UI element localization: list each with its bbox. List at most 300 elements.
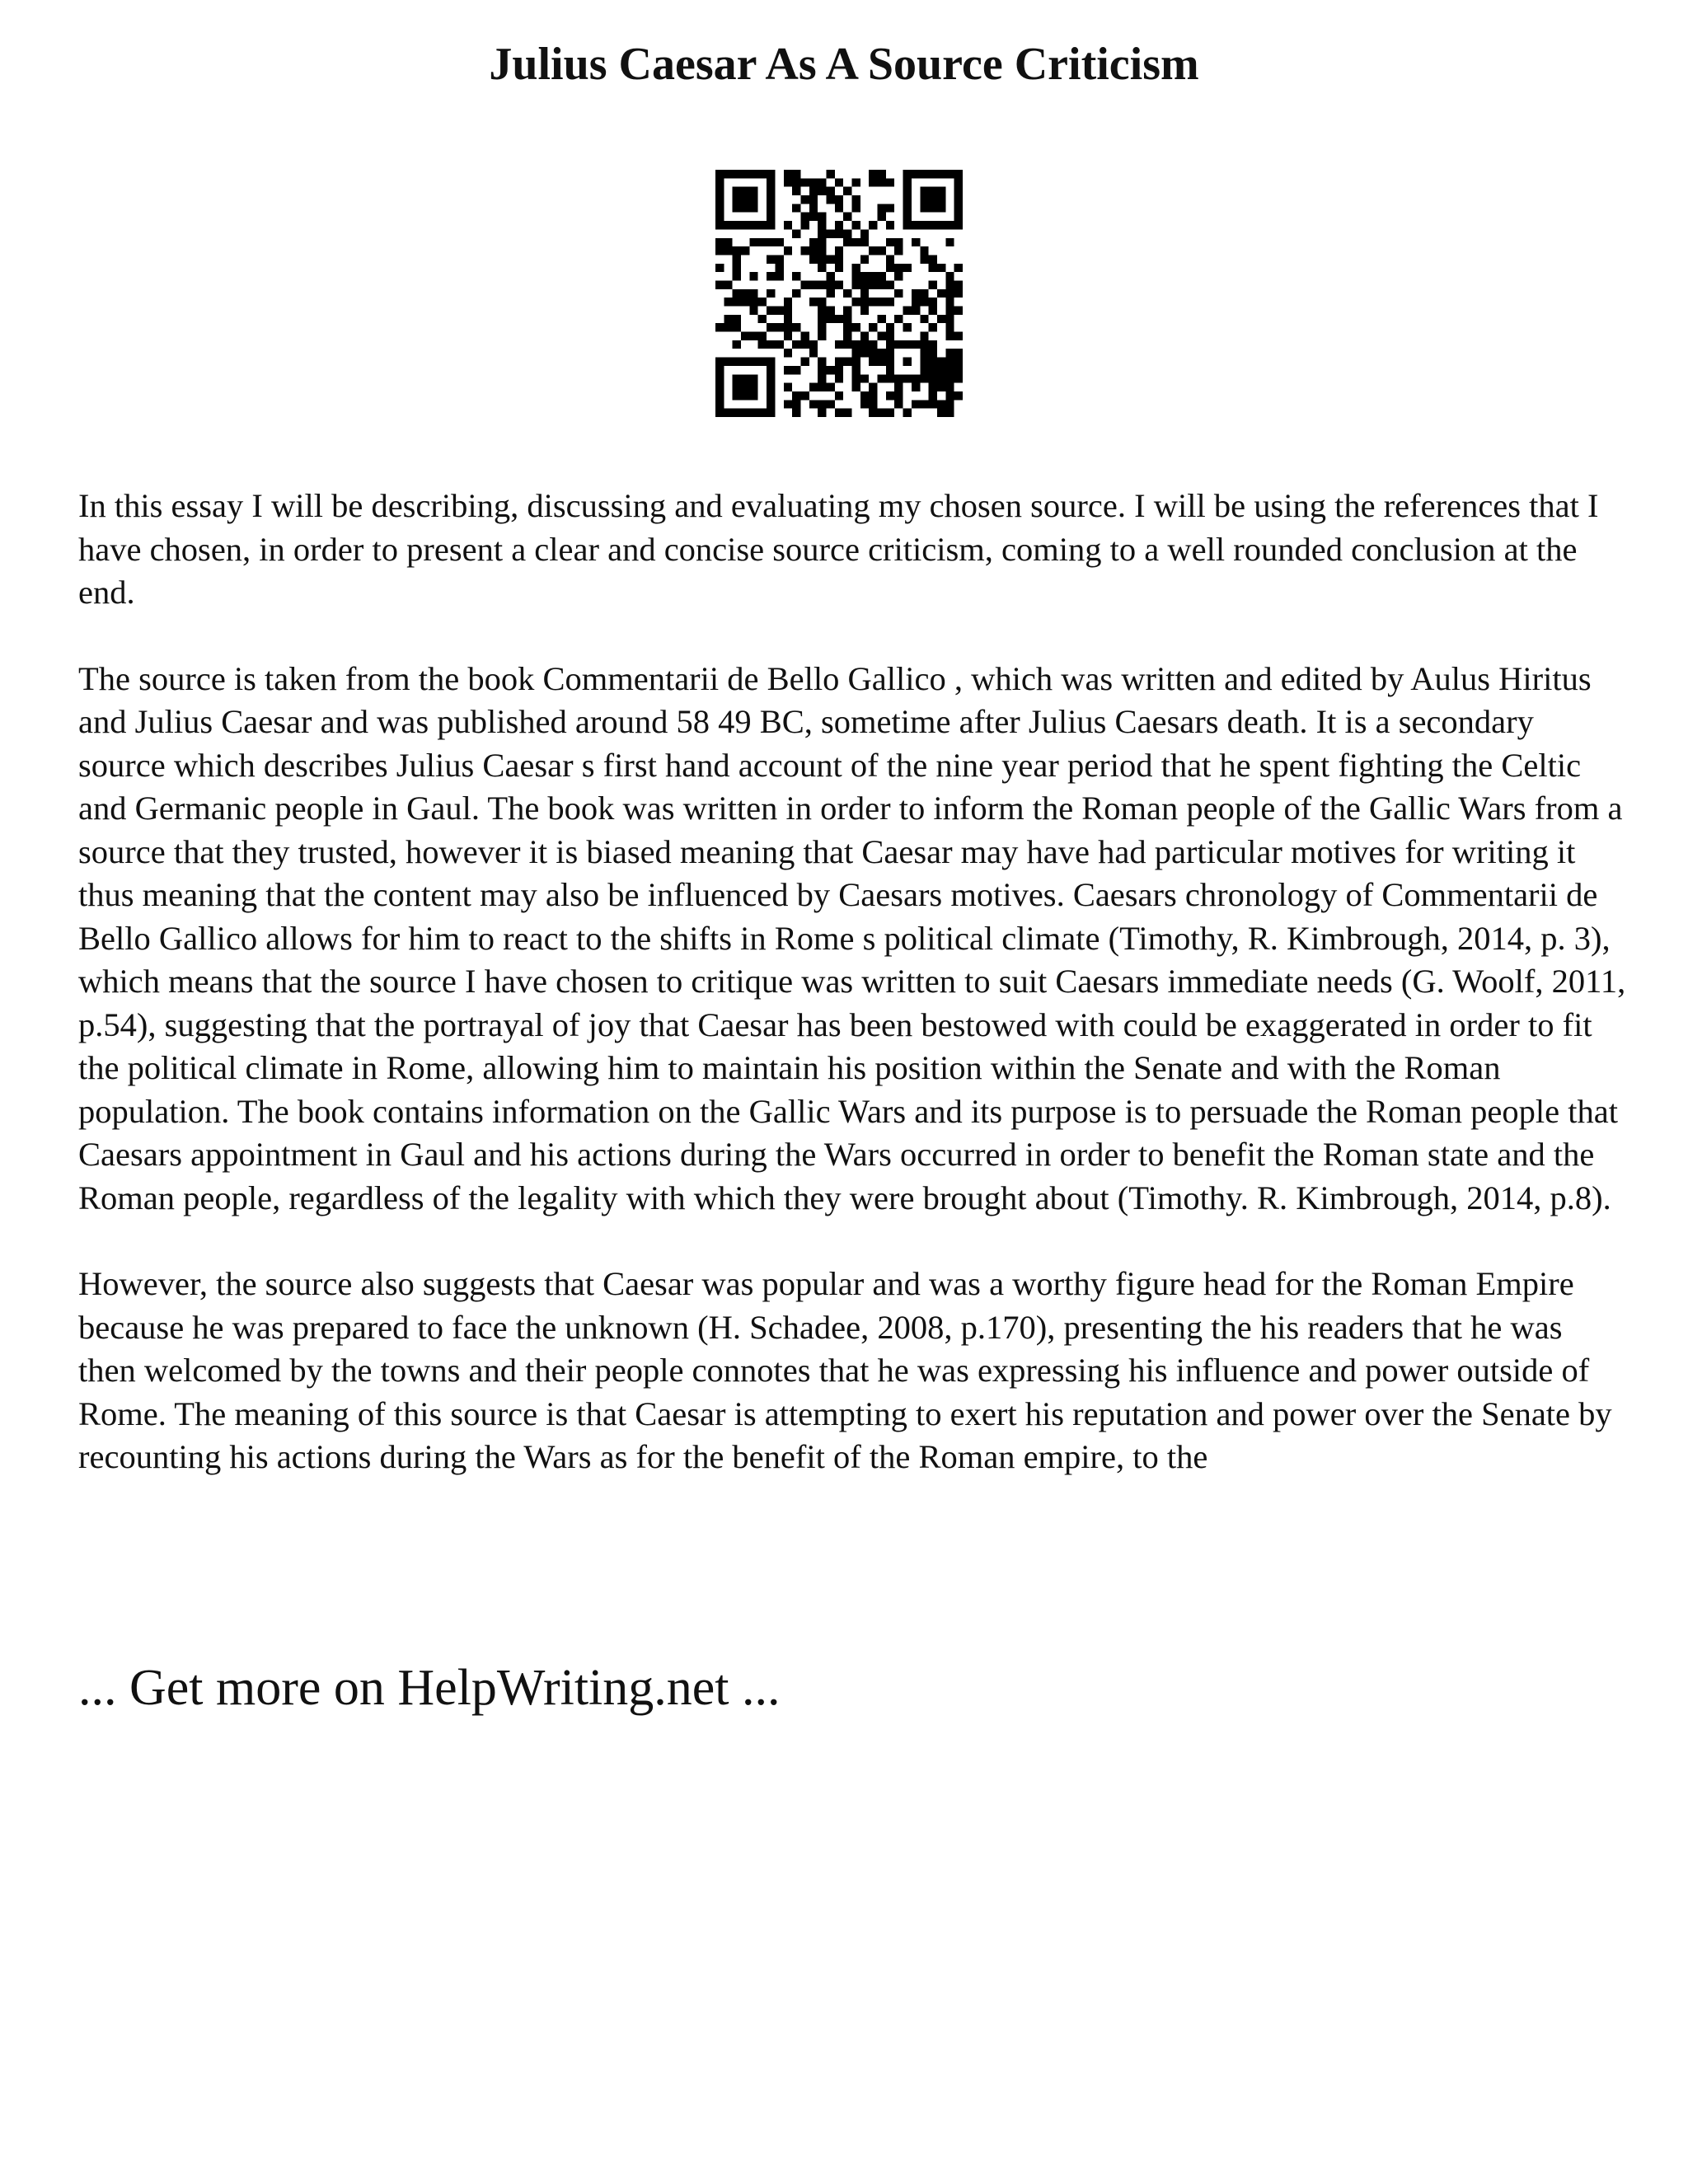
qr-module <box>869 391 877 400</box>
qr-module <box>835 246 843 255</box>
qr-module <box>758 221 767 229</box>
qr-module <box>903 178 912 186</box>
qr-module <box>869 246 877 255</box>
qr-module <box>835 391 843 400</box>
qr-module <box>937 204 945 212</box>
qr-module <box>852 366 860 374</box>
qr-module <box>954 391 963 400</box>
qr-module <box>818 332 826 340</box>
qr-module <box>852 349 860 357</box>
qr-module <box>945 323 954 331</box>
qr-module <box>843 332 851 340</box>
qr-module <box>886 178 894 186</box>
qr-module <box>835 374 843 382</box>
qr-module <box>792 400 800 408</box>
qr-module <box>749 238 757 246</box>
get-more-link[interactable]: ... Get more on HelpWriting.net ... <box>78 1660 781 1716</box>
qr-module <box>945 332 954 340</box>
qr-module <box>792 391 800 400</box>
qr-module <box>784 246 792 255</box>
qr-module <box>886 323 894 331</box>
qr-module <box>860 349 869 357</box>
qr-module <box>733 255 741 263</box>
qr-module <box>860 340 869 349</box>
qr-module <box>767 289 775 298</box>
qr-module <box>835 340 843 349</box>
qr-module <box>715 246 724 255</box>
qr-module <box>826 307 834 315</box>
qr-module <box>920 400 928 408</box>
qr-module <box>733 391 741 400</box>
qr-module <box>912 221 920 229</box>
qr-module <box>749 170 757 178</box>
qr-module <box>954 374 963 382</box>
qr-module <box>835 229 843 237</box>
qr-module <box>741 289 749 298</box>
qr-module <box>784 315 792 323</box>
qr-module <box>869 298 877 306</box>
qr-module <box>860 255 869 263</box>
qr-module <box>945 280 954 288</box>
qr-module <box>792 409 800 417</box>
qr-module <box>843 358 851 366</box>
qr-module <box>818 178 826 186</box>
qr-module <box>775 264 783 272</box>
qr-module <box>929 358 937 366</box>
qr-module <box>912 238 920 246</box>
qr-module <box>767 366 775 374</box>
document-title: Julius Caesar As A Source Criticism <box>489 39 1199 90</box>
qr-module <box>784 298 792 306</box>
qr-module <box>749 289 757 298</box>
qr-module <box>733 221 741 229</box>
qr-module <box>920 340 928 349</box>
qr-module <box>937 221 945 229</box>
qr-module <box>818 221 826 229</box>
qr-module <box>767 238 775 246</box>
qr-module <box>809 298 818 306</box>
qr-module <box>724 238 732 246</box>
qr-module <box>741 246 749 255</box>
qr-module <box>929 323 937 331</box>
qr-module <box>912 374 920 382</box>
qr-module <box>869 178 877 186</box>
qr-module <box>894 264 903 272</box>
qr-module <box>775 323 783 331</box>
qr-module <box>945 383 954 391</box>
qr-module <box>920 255 928 263</box>
qr-module <box>937 383 945 391</box>
qr-module <box>818 409 826 417</box>
paragraph-source: The source is taken from the book Commentarii de Bello Gallico , which was written and edited by Aulus Hiritus and Julius Caesar and was published around 58 49 BC, sometime after Julius Caesars death. It is a secondary source which describes Julius Caesar s first hand account of the nine year period that he spent fighting the Celtic and Germanic people in Gaul. The book was written in order to inform the Roman people of the Gallic Wars from a source that they trusted, however it is biased meaning that Caesar may have had particular motives for writing it thus meaning that the content may also be influenced by Caesars motives. Caesars chronology of Commentarii de Bello Gallico allows for him to react to the shifts in Rome s political climate (Timothy, R. Kimbrough, 2014, p. 3), which means that the source I have chosen to critique was written to suit Caesars immediate needs (G. Woolf, 2011, p.54), suggesting that the portrayal of joy that Caesar has been bestowed with could be exaggerated in order to fit the political climate in Rome, allowing him to maintain his position within the Senate and with the Roman population. The book contains information on the Gallic Wars and its purpose is to persuade the Roman people that Caesars appointment in Gaul and his actions during the Wars occurred in order to benefit the Roman state and the Roman people, regardless of the legality with which they were brought about (Timothy. R. Kimbrough, 2014, p.8). <box>78 659 1626 1216</box>
qr-module <box>843 315 851 323</box>
qr-module <box>733 340 741 349</box>
qr-module <box>920 358 928 366</box>
qr-module <box>767 170 775 178</box>
qr-module <box>749 272 757 280</box>
qr-module <box>809 246 818 255</box>
qr-module <box>758 332 767 340</box>
qr-module <box>843 187 851 195</box>
qr-module <box>912 383 920 391</box>
qr-module <box>945 391 954 400</box>
qr-module <box>775 340 783 349</box>
qr-module <box>929 298 937 306</box>
qr-module <box>767 409 775 417</box>
document-body <box>78 485 1628 1522</box>
qr-module <box>733 170 741 178</box>
qr-module <box>852 178 860 186</box>
qr-module <box>852 195 860 204</box>
qr-module <box>809 400 818 408</box>
qr-module <box>792 170 800 178</box>
qr-module <box>826 187 834 195</box>
qr-module <box>749 187 757 195</box>
qr-module <box>852 238 860 246</box>
qr-module <box>929 374 937 382</box>
qr-module <box>835 366 843 374</box>
qr-module <box>869 323 877 331</box>
qr-module <box>741 358 749 366</box>
qr-module <box>715 280 724 288</box>
qr-module <box>835 221 843 229</box>
qr-module <box>733 264 741 272</box>
qr-module <box>835 255 843 263</box>
qr-module <box>878 374 886 382</box>
qr-module <box>758 358 767 366</box>
qr-module <box>749 307 757 315</box>
qr-module <box>954 332 963 340</box>
qr-module <box>852 374 860 382</box>
qr-module <box>878 178 886 186</box>
qr-module <box>945 238 954 246</box>
qr-module <box>809 178 818 186</box>
qr-module <box>852 264 860 272</box>
qr-module <box>886 374 894 382</box>
qr-module <box>784 383 792 391</box>
qr-module <box>894 374 903 382</box>
qr-module <box>758 238 767 246</box>
qr-module <box>860 229 869 237</box>
qr-module <box>954 307 963 315</box>
qr-module <box>715 238 724 246</box>
qr-module <box>715 400 724 408</box>
qr-module <box>945 272 954 280</box>
qr-module <box>954 280 963 288</box>
qr-module <box>937 358 945 366</box>
qr-module <box>775 272 783 280</box>
qr-module <box>945 170 954 178</box>
qr-module <box>792 366 800 374</box>
qr-module <box>800 340 809 349</box>
qr-module <box>826 280 834 288</box>
qr-module <box>715 204 724 212</box>
qr-module <box>937 264 945 272</box>
qr-module <box>920 349 928 357</box>
qr-module <box>715 170 724 178</box>
qr-module <box>954 213 963 221</box>
qr-module <box>843 229 851 237</box>
qr-module <box>741 383 749 391</box>
qr-module <box>818 374 826 382</box>
qr-module <box>792 323 800 331</box>
qr-module <box>945 400 954 408</box>
qr-module <box>912 298 920 306</box>
qr-module <box>903 204 912 212</box>
qr-module <box>852 358 860 366</box>
qr-module <box>886 238 894 246</box>
qr-module <box>835 280 843 288</box>
qr-module <box>886 366 894 374</box>
qr-module <box>945 374 954 382</box>
qr-module <box>903 221 912 229</box>
qr-module <box>818 255 826 263</box>
qr-module <box>800 358 809 366</box>
qr-module <box>724 358 732 366</box>
qr-module <box>929 307 937 315</box>
qr-module <box>929 187 937 195</box>
qr-module <box>826 195 834 204</box>
qr-module <box>767 383 775 391</box>
qr-module <box>852 383 860 391</box>
qr-module <box>784 349 792 357</box>
qr-module <box>954 187 963 195</box>
qr-module <box>852 298 860 306</box>
paragraph-analysis: However, the source also suggests that Caesar was popular and was a worthy figure head for the Roman Empire because he was prepared to face the unknown (H. Schadee, 2008, p.170), presenting the his readers that he was then welcomed by the towns and their people connotes that he was expressing his influence and power outside of Rome. The meaning of this source is that Caesar is attempting to exert his reputation and power over the Senate by recounting his actions during the Wars as for the benefit of the Roman empire, to the <box>78 1265 1612 1475</box>
qr-module <box>835 264 843 272</box>
qr-module <box>912 289 920 298</box>
qr-module <box>835 195 843 204</box>
paragraph-intro: In this essay I will be describing, discussing and evaluating my chosen source. I will be using the references that I have chosen, in order to present a clear and concise source criticism, coming to a well rounded conclusion at the end. <box>78 487 1599 611</box>
qr-module <box>809 383 818 391</box>
qr-module <box>775 307 783 315</box>
qr-module <box>878 170 886 178</box>
qr-module <box>715 213 724 221</box>
qr-module <box>894 391 903 400</box>
qr-module <box>937 400 945 408</box>
qr-module <box>886 391 894 400</box>
qr-module <box>809 349 818 357</box>
qr-module <box>843 307 851 315</box>
qr-module <box>733 289 741 298</box>
qr-module <box>715 178 724 186</box>
qr-module <box>912 340 920 349</box>
qr-module <box>758 340 767 349</box>
qr-module <box>800 280 809 288</box>
qr-module <box>767 178 775 186</box>
qr-module <box>818 238 826 246</box>
qr-module <box>878 213 886 221</box>
qr-module <box>903 374 912 382</box>
qr-module <box>792 187 800 195</box>
qr-module <box>920 187 928 195</box>
qr-module <box>937 187 945 195</box>
qr-module <box>920 170 928 178</box>
qr-module <box>954 349 963 357</box>
qr-module <box>792 204 800 212</box>
qr-module <box>809 204 818 212</box>
qr-module <box>869 280 877 288</box>
qr-module <box>929 383 937 391</box>
qr-module <box>929 340 937 349</box>
qr-module <box>929 391 937 400</box>
qr-module <box>954 366 963 374</box>
qr-module <box>749 409 757 417</box>
qr-module <box>767 255 775 263</box>
qr-module <box>912 170 920 178</box>
qr-module <box>741 204 749 212</box>
qr-module <box>903 187 912 195</box>
qr-module <box>954 195 963 204</box>
qr-module <box>758 315 767 323</box>
qr-module <box>818 229 826 237</box>
qr-module <box>826 315 834 323</box>
qr-module <box>878 315 886 323</box>
qr-module <box>937 409 945 417</box>
qr-code-icon <box>715 170 963 417</box>
qr-module <box>715 195 724 204</box>
qr-module <box>869 272 877 280</box>
qr-module <box>860 374 869 382</box>
qr-module <box>929 170 937 178</box>
qr-module <box>878 349 886 357</box>
qr-module <box>903 264 912 272</box>
qr-module <box>809 238 818 246</box>
qr-module <box>733 323 741 331</box>
qr-module <box>818 187 826 195</box>
qr-module <box>903 307 912 315</box>
qr-module <box>920 289 928 298</box>
qr-module <box>954 170 963 178</box>
qr-module <box>784 170 792 178</box>
qr-module <box>894 340 903 349</box>
qr-module <box>784 307 792 315</box>
qr-module <box>741 187 749 195</box>
qr-module <box>749 195 757 204</box>
qr-module <box>818 307 826 315</box>
qr-module <box>767 187 775 195</box>
qr-module <box>809 187 818 195</box>
qr-module <box>945 409 954 417</box>
qr-module <box>894 238 903 246</box>
qr-module <box>878 358 886 366</box>
qr-module <box>784 332 792 340</box>
qr-module <box>749 204 757 212</box>
qr-module <box>894 383 903 391</box>
qr-module <box>945 358 954 366</box>
qr-module <box>929 255 937 263</box>
qr-module <box>784 178 792 186</box>
qr-module <box>894 315 903 323</box>
qr-module <box>920 221 928 229</box>
qr-module <box>733 246 741 255</box>
qr-module <box>741 221 749 229</box>
qr-module <box>715 366 724 374</box>
qr-module <box>894 272 903 280</box>
qr-module <box>792 178 800 186</box>
qr-module <box>826 289 834 298</box>
qr-module <box>818 213 826 221</box>
qr-module <box>954 178 963 186</box>
qr-module <box>843 323 851 331</box>
qr-module <box>792 340 800 349</box>
qr-module <box>843 409 851 417</box>
qr-module <box>767 391 775 400</box>
qr-module <box>860 289 869 298</box>
qr-module <box>860 272 869 280</box>
qr-module <box>733 409 741 417</box>
qr-module <box>869 409 877 417</box>
qr-module <box>878 246 886 255</box>
qr-module <box>784 366 792 374</box>
qr-module <box>749 383 757 391</box>
qr-module <box>715 323 724 331</box>
qr-module <box>724 315 732 323</box>
qr-module <box>749 391 757 400</box>
qr-module <box>920 195 928 204</box>
qr-module <box>818 246 826 255</box>
qr-module <box>800 332 809 340</box>
qr-module <box>724 280 732 288</box>
qr-module <box>945 366 954 374</box>
qr-module <box>784 323 792 331</box>
qr-module <box>733 195 741 204</box>
qr-module <box>852 204 860 212</box>
qr-module <box>903 195 912 204</box>
qr-module <box>843 289 851 298</box>
qr-module <box>749 374 757 382</box>
qr-module <box>860 280 869 288</box>
qr-module <box>869 221 877 229</box>
qr-module <box>775 238 783 246</box>
qr-module <box>886 264 894 272</box>
qr-module <box>920 246 928 255</box>
qr-module <box>929 400 937 408</box>
qr-module <box>741 170 749 178</box>
qr-module <box>843 238 851 246</box>
qr-module <box>818 366 826 374</box>
qr-module <box>800 195 809 204</box>
qr-module <box>903 358 912 366</box>
qr-module <box>758 409 767 417</box>
qr-module <box>715 358 724 366</box>
qr-module <box>826 272 834 280</box>
qr-module <box>749 332 757 340</box>
qr-module <box>886 255 894 263</box>
qr-module <box>878 409 886 417</box>
qr-module <box>715 374 724 382</box>
qr-module <box>767 221 775 229</box>
qr-module <box>869 349 877 357</box>
qr-module <box>724 323 732 331</box>
qr-module <box>733 315 741 323</box>
qr-module <box>733 272 741 280</box>
qr-module <box>945 298 954 306</box>
qr-module <box>878 332 886 340</box>
qr-module <box>715 187 724 195</box>
qr-module <box>800 213 809 221</box>
qr-module <box>945 221 954 229</box>
qr-module <box>826 170 834 178</box>
qr-module <box>903 170 912 178</box>
qr-module <box>826 366 834 374</box>
qr-module <box>767 358 775 366</box>
qr-module <box>741 374 749 382</box>
qr-module <box>826 383 834 391</box>
qr-module <box>886 409 894 417</box>
qr-module <box>818 400 826 408</box>
qr-module <box>809 195 818 204</box>
